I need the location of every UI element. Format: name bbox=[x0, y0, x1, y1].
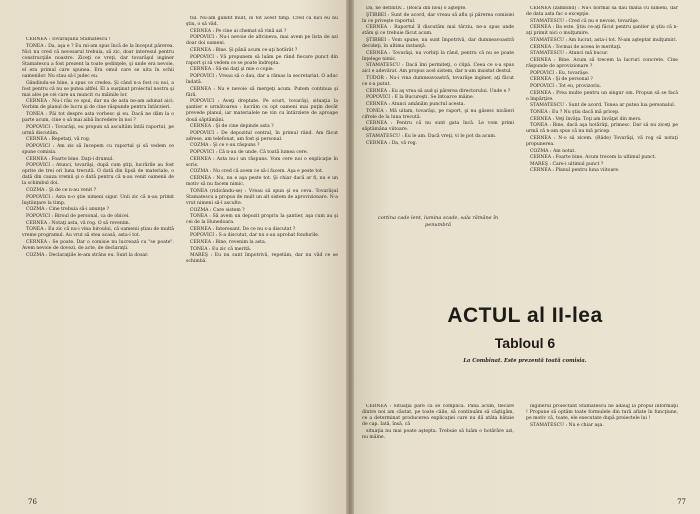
dialogue-paragraph: POPOVICI : Vreau să o dau, dar a rămas la secretariat. O aduc îndată. bbox=[186, 73, 338, 86]
dialogue-paragraph: CERNEA : Şi de cine depinde asta ? bbox=[190, 124, 274, 130]
dialogue-paragraph: CERNEA : Situaţia pare că se complică. Până acum, fiecare dintre noi am căutat, pe toate căile, să continuăm să câştigăm, ce a determinat producerea explicaţiei care nu dă atâta bătaie de cap. Iată, însă, că bbox=[362, 404, 514, 428]
dialogue-paragraph: POPOVICI : Vă propunem să luăm pe rând fiecare punct din raport şi să vedem ce se poate îndrepta. bbox=[186, 54, 338, 66]
dialogue-paragraph: CERNEA : Raportul îl discutăm mai târziu, ne-a spus unde stăm şi ce trebuie făcut acum. bbox=[362, 25, 514, 37]
dialogue-paragraph: POPOVICI : Aveţi dreptate. Pe scurt, tovarăşi, situaţia la şantier e următoarea : lucrăm cu opt oameni mai puţin decât prevede planul, iar materialele ne vin cu întârziere de aproape două săptămâni. bbox=[186, 99, 338, 123]
dialogue-paragraph: CERNEA : Tovarăşi, nu vorbiţi la rând, pentru că nu se poate înţelege nimic. bbox=[362, 50, 514, 62]
dialogue-paragraph: STAMATESCU : Nu e chiar aşa. bbox=[530, 422, 604, 428]
dialogue-paragraph: MAREŞ : Eu nu sunt împotrivă, repetăm, dar nu văd ce se schimbă. bbox=[186, 253, 338, 265]
dialogue-paragraph: CERNEA : Planul pentru luna viitoare. bbox=[530, 168, 620, 174]
dialogue-paragraph: COZMA : Şi de ce n-au venit ? bbox=[26, 188, 97, 194]
dialogue-paragraph: TONEA : Păi tot despre asta vorbesc şi eu. Dacă ne dăm la o parte acum, cine o să mai aibă încredere în noi ? bbox=[22, 111, 174, 123]
dialogue-paragraph: ŞTIRBEI : Vom spune, nu sunt împotrivă, dar dumneavoastră decideţi, în ultima instanţă. bbox=[362, 38, 514, 50]
dialogue-paragraph: TONEA : Bine, dacă aşa hotărâţi, primesc. Dar să nu ziceţi pe urmă că n-am spus că nu mă pricep. bbox=[526, 123, 678, 135]
dialogue-paragraph: TONEA : Da, aşa e ? Eu mi-am spus încă de la început părerea. Nici nu cred că necesarul trebuia, să zic, doar interesul pentru construcţiile noastre. Ziceţi ce vreţi, dar tovarăşul inginer Stamatescu a fost prezent la toate şedinţele, şi unde era nevoie, el era primul care spunea. Era omul care se uita în ochii oamenilor. Nu stau să-l judec eu. bbox=[22, 43, 174, 79]
act-title: ACTUL al II-lea bbox=[447, 304, 603, 327]
dialogue-paragraph: CERNEA : Bine. Şi până acum ce-aţi hotărât ? bbox=[190, 48, 298, 54]
dialogue-paragraph: CERNEA : Pe cine ai chemat să vină azi ? bbox=[190, 28, 287, 34]
dialogue-paragraph: POPOVICI : Am zis să începem cu raportul şi să vedem ce spune comisia. bbox=[22, 143, 174, 155]
dialogue-paragraph: CERNEA : Se poate. Dar o comisie nu lucrează cu "se poate". Avem nevoie de dovezi, de acte, de declaraţii. bbox=[22, 240, 174, 252]
right-page-column-3 bbox=[362, 404, 514, 500]
dialogue-paragraph: MAREŞ : Care-i ultimul punct ? bbox=[530, 161, 604, 167]
dialogue-paragraph: tul. Nu-am gândit mult, în tot acest timp. Cred că nici eu nu ştiu, o să văd. bbox=[186, 16, 338, 28]
dialogue-paragraph: COZMA : Declaraţiile le-am strâns eu. Sunt la dosar. bbox=[26, 252, 149, 258]
left-page-column-1 bbox=[22, 37, 174, 499]
dialogue-paragraph: inginerul proiectant Stamatescu ne adaug la propul informaţii ! Propune să optăm toate formulele din tură aflate în funcţiune, pe motiv că, toate, ele executate după proiectele lui ! bbox=[526, 404, 678, 422]
dialogue-paragraph: COZMA : Care sistem ? bbox=[190, 207, 245, 213]
dialogue-paragraph: POPOVICI : Că n-au de unde. Că toată lumea cere. bbox=[190, 150, 309, 156]
dialogue-paragraph: POPOVICI : Atunci, tovarăşi, după cum ştiţi, lucrările au fost oprite de trei ori luna trecută. O dată din lipsă de materiale, o dată din cauza vremii şi o dată pentru că n-au venit oamenii de la schimbul doi. bbox=[22, 163, 174, 187]
dialogue-paragraph: CERNEA (zâmbind) : Nu-i normal să dau mâna cu nimeni, dar de data asta fac o excepţie. bbox=[526, 6, 678, 18]
dialogue-paragraph: CERNEA : Ba este. Ştiu ce-aţi făcut pentru şantier şi ştiu că n-aţi primit nici o mulţumire. bbox=[526, 25, 678, 37]
dialogue-paragraph: CERNEA : Nu-i rău ce spui, dar nu de asta ne-am adunat aici. Vorbim de planul de lucru şi de cine răspunde pentru întârzieri. bbox=[22, 99, 174, 111]
dialogue-paragraph: CERNEA : Bine, revenim la asta. bbox=[190, 240, 267, 246]
dialogue-paragraph: CERNEA : Veţi învăţa. Toţi am învăţat din mers. bbox=[530, 116, 642, 122]
page-number-right: 77 bbox=[677, 498, 686, 506]
page-number-left: 76 bbox=[28, 498, 37, 506]
dialogue-paragraph: CERNEA : Să-mi daţi şi mie o copie. bbox=[190, 67, 275, 73]
dialogue-paragraph: CERNEA : Asta nu-i un răspuns. Vom cere noi o explicaţie în scris. bbox=[186, 156, 338, 168]
dialogue-paragraph: CERNEA : Atunci amânăm punctul acesta. bbox=[366, 102, 465, 108]
dialogue-paragraph: STAMATESCU : Eu le am. Dacă vreţi, vi le pot da acum. bbox=[366, 134, 497, 140]
right-page bbox=[350, 0, 700, 514]
dialogue-paragraph: POPOVICI : De depozitul central, în primul rând. Am făcut adrese, am telefonat, am fost şi personal. bbox=[186, 130, 338, 142]
dialogue-paragraph: CERNEA : Notaţi asta, vă rog. O să revenim. bbox=[26, 220, 131, 226]
dialogue-paragraph: POPOVICI : Tovarăşi, eu propun să ascultăm întâi raportul, pe urmă discutăm. bbox=[22, 124, 174, 136]
dialogue-paragraph: TONEA (ridicându-se) : Vreau să spun şi eu ceva. Tovarăşul Stamatescu a propus de mult un alt sistem de aprovizionare. N-a vrut nimeni să-l asculte. bbox=[186, 188, 338, 206]
dialogue-paragraph: POPOVICI : Biroul de personal, ca de obicei. bbox=[26, 214, 130, 220]
dialogue-paragraph: POPOVICI : Eu, tovarăşe. bbox=[530, 70, 590, 76]
dialogue-paragraph: TONEA : Eu ? Nu ştiu dacă mă pricep. bbox=[530, 109, 620, 115]
right-page-column-1 bbox=[362, 6, 514, 212]
dialogue-paragraph: Gândindu-se bine, a spus ce credea. Şi când n-a fost cu noi, a fost pentru că nu se putea altfel. El a susţinut proiectul nostru şi mai ales pe cei care au muncit cu mâinile lor. bbox=[22, 80, 174, 98]
dialogue-paragraph: CERNEA : Nu e nevoie să mergeţi acum. Putem continua şi fără. bbox=[186, 86, 338, 98]
dialogue-paragraph: POPOVICI : Nu-i nevoie de altcineva, mai avem pe lista de azi doar doi oameni. bbox=[186, 35, 338, 47]
dialogue-paragraph: COZMA : Nu cred că avem ce să-i facem. Aşa e peste tot. bbox=[190, 169, 324, 175]
dialogue-paragraph: CERNEA : Foarte bine. Acum trecem la ultimul punct. bbox=[530, 155, 657, 161]
right-page-column-2 bbox=[526, 6, 678, 292]
stage-direction: La Combinat. Este prezentă toată comisia. bbox=[463, 358, 587, 364]
dialogue-paragraph: CERNEA : Tocmai de aceea le meritaţi. bbox=[530, 44, 622, 50]
right-page-column-4 bbox=[526, 404, 678, 500]
dialogue-paragraph: STAMATESCU : Dacă îmi permiteţi, o clipă. Ceea ce s-a spus aici e adevărat. Am propus acel sistem, dar n-am insistat destul. bbox=[362, 63, 514, 75]
tablou-title: Tabloul 6 bbox=[494, 335, 556, 351]
dialogue-paragraph: STAMATESCU : Cred că nu e nevoie, tovarăşe. bbox=[530, 18, 640, 24]
dialogue-paragraph: CERNEA : Eu aş vrea să aud şi părerea directorului. Unde e ? bbox=[366, 88, 511, 94]
dialogue-paragraph: CERNEA : Pentru că nu sunt gata încă. Le vom primi săptămâna viitoare. bbox=[362, 121, 514, 133]
dialogue-paragraph: POPOVICI : Asta n-o ştie nimeni sigur. Unii zic că n-au primit înştiinţare la timp. bbox=[22, 194, 174, 206]
dialogue-paragraph: TONEA : Mă uitam, tovarăşi, pe raport, şi nu găsesc nicăieri cifrele de la luna trecută. bbox=[362, 108, 514, 120]
dialogue-paragraph: CERNEA : Şi de personal ? bbox=[530, 77, 593, 83]
dialogue-paragraph: POPOVICI : S-a discutat, dar nu s-au aprobat fondurile. bbox=[190, 233, 320, 239]
dialogue-paragraph: CERNEA : Repetaţi, vă rog. bbox=[26, 137, 91, 143]
dialogue-paragraph: situaţia nu mai poate aştepta. Trebuie să luăm o hotărâre azi, nu mâine. bbox=[362, 428, 514, 440]
dialogue-paragraph: STAMATESCU : Am lucrat, asta-i tot. N-am aşteptat mulţumiri. bbox=[530, 38, 677, 44]
dialogue-paragraph: Da, ne definitiv... (Boică din nou) o aştepte. bbox=[366, 6, 467, 11]
dialogue-paragraph: TONEA : Eu zic că nu-i vina biroului, că oamenii ştiau de multă vreme programul. Au vrut să stea acasă, asta-i tot. bbox=[22, 227, 174, 239]
dialogue-paragraph: COZMA : Şi ce v-au răspuns ? bbox=[190, 143, 260, 149]
dialogue-paragraph: COZMA : Cine trebuia să-i anunţe ? bbox=[26, 207, 110, 213]
closing-stage-note: cortina cade lent, lumina scade, sala rămâne în penumbră bbox=[377, 215, 499, 228]
dialogue-paragraph: CERNEA : Nu, nu e aşa peste tot. Şi chiar dacă ar fi, nu e un motiv să nu facem nimic. bbox=[186, 176, 338, 188]
dialogue-paragraph: TONEA : Eu zic că merită. bbox=[190, 246, 252, 252]
dialogue-paragraph: ŞTIRBEI : Sunt de acord, dar vreau să aflu şi părerea comisiei în ce priveşte raportul. bbox=[362, 12, 514, 24]
dialogue-paragraph: TUDOR : Nu-i vina dumneavoastră, tovarăşe inginer, aţi făcut ce s-a putut. bbox=[362, 76, 514, 88]
dialogue-paragraph: CERNEA : Tovarăşului Stamatescu ! bbox=[26, 37, 111, 42]
dialogue-paragraph: CERNEA : Foarte bine. Daţi-i drumul. bbox=[26, 156, 114, 162]
dialogue-paragraph: STAMATESCU : Sunt de acord. Tonea ar putea lua personalul. bbox=[530, 103, 676, 109]
dialogue-paragraph: POPOVICI : E la Bucureşti. Se întoarce mâine. bbox=[366, 95, 475, 101]
dialogue-paragraph: COZMA : Am notat. bbox=[530, 148, 576, 154]
book-gutter bbox=[346, 0, 354, 514]
dialogue-paragraph: POPOVICI : Tot eu, provizoriu. bbox=[530, 83, 602, 89]
dialogue-paragraph: STAMATESCU : Atunci mă bucur. bbox=[530, 51, 609, 57]
dialogue-paragraph: CERNEA : Da, vă rog. bbox=[366, 140, 417, 146]
dialogue-paragraph: CERNEA : N-o să zicem. (Râde) Tovarăşi, vă rog să notaţi propunerea. bbox=[526, 135, 678, 147]
dialogue-paragraph: CERNEA : Bine. Acum să trecem la lucruri concrete. Cine răspunde de aprovizionare ? bbox=[526, 57, 678, 69]
dialogue-paragraph: CERNEA : Prea multe pentru un singur om. Propun să se facă o împărţire. bbox=[526, 90, 678, 102]
dialogue-paragraph: CERNEA : Interesant. De ce nu s-a discutat ? bbox=[190, 226, 296, 232]
dialogue-paragraph: TONEA : Să avem un depozit propriu la şantier, aşa cum au şi cei de la Hunedoara. bbox=[186, 214, 338, 226]
left-page-column-2 bbox=[186, 16, 338, 499]
